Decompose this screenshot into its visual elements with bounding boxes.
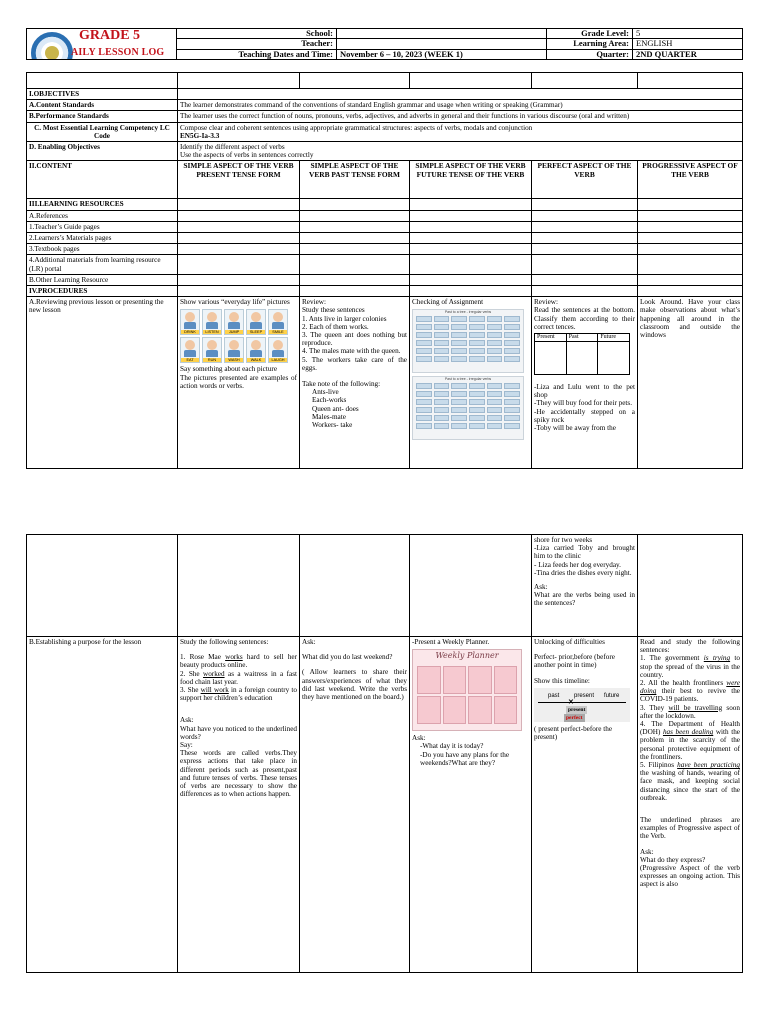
purpose-thu-timeline-intro: Show this timeline: <box>534 676 590 685</box>
purpose-wed-intro: -Present a Weekly Planner. <box>412 638 490 646</box>
review-tue-pair: Males-mate <box>312 412 346 421</box>
timeline-marker-icon: ✕ <box>568 697 574 706</box>
grade-title: GRADE 5 <box>79 28 141 43</box>
other-resource-label: B.Other Learning Resource <box>27 274 178 285</box>
review-mon-note: The pictures presented are examples of action words or verbs. <box>180 373 297 390</box>
content-col-1: SIMPLE ASPECT OF THE VERB PRESENT TENSE FORM <box>178 161 300 199</box>
tense-col-future: Future <box>598 334 630 342</box>
purpose-mon-question: What have you noticed to the underlined words? <box>180 724 297 741</box>
quarter-value: 2ND QUARTER <box>633 49 743 59</box>
review-thu-ask: Ask: <box>534 583 548 592</box>
review-thu-instruction: Read the sentences at the bottom. Classify them according to their correct tences. <box>534 306 635 331</box>
review-label: A.Reviewing previous lesson or presenting the new lesson <box>27 297 178 469</box>
worksheet-title: Past to a tree - irregular verbs <box>444 377 492 382</box>
review-thursday-continued <box>532 535 638 637</box>
tense-col-present: Present <box>535 334 567 342</box>
content-standards-text: The learner demonstrates command of the conventions of standard English grammar and usage when writing or speaking (Grammar) <box>178 100 743 111</box>
teacher-label: Teacher: <box>177 39 337 49</box>
planner-title: Weekly Planner <box>435 651 499 661</box>
purpose-mon-explanation: These words are called verbs.They express actions that take place in different periods such as present,past and future tenses of verbs. These tenses of verbs are necessary to show the differences as to when actions happen. <box>180 749 297 799</box>
purpose-thu-definition: Perfect- prior,before (before another point in time) <box>534 653 615 670</box>
purpose-mon-sentence-2: 2. She worked as a waitress in a fast food chain last year. <box>180 669 297 686</box>
tense-classification-table <box>534 333 630 375</box>
review-tue-sentence: 2. Each of them works. <box>302 322 369 331</box>
review-mon-say: Say something about each picture <box>180 365 278 374</box>
log-title: AILY LESSON LOG <box>71 47 165 58</box>
content-col-5: PROGRESSIVE ASPECT OF THE VERB <box>638 161 743 199</box>
verb-picture: DRINK <box>180 309 200 335</box>
review-tue-note: Take note of the following: <box>302 380 381 389</box>
verb-picture: WALK <box>246 337 266 363</box>
tense-col-past: Past <box>566 334 598 342</box>
textbook-pages-label: 3.Textbook pages <box>27 244 178 255</box>
verb-picture: EAT <box>180 337 200 363</box>
weekly-planner-image <box>412 649 522 731</box>
school-value <box>337 29 547 39</box>
timeline-future-label: future <box>604 692 620 699</box>
verb-picture: LAUGH <box>268 337 288 363</box>
review-thu-sentence: -Tina dries the dishes every night. <box>534 568 632 577</box>
lm-pages-label: 2.Learners’s Materials pages <box>27 233 178 244</box>
review-thu-question: What are the verbs being used in the sentences? <box>534 591 635 608</box>
review-tue-instruction: Study these sentences <box>302 306 365 315</box>
enabling-cell <box>178 142 743 161</box>
timeline-perfect-tag: perfect <box>566 714 583 721</box>
assignment-worksheet-image <box>412 376 524 440</box>
review-tue-sentence: 4. The males mate with the queen. <box>302 347 401 356</box>
timeline-past-label: past <box>548 692 560 699</box>
enabling-label: D. Enabling Objectives <box>27 142 178 161</box>
review-wednesday <box>410 297 532 469</box>
purpose-fri-answer: (Progressive Aspect of the verb expresses an ongoing action. This aspect is also <box>640 864 740 889</box>
content-col-3: SIMPLE ASPECT OF THE VERB FUTURE TENSE OF THE VERB <box>410 161 532 199</box>
purpose-fri-sentence-5: 5. Filipinos have been practicing the washing of hands, wearing of face mask, and keeping social distancing since the start of the outbreak. <box>640 761 740 802</box>
resources-heading: III.LEARNING RESOURCES <box>27 199 178 210</box>
review-thu-sentence: - Liza feeds her dog everyday. <box>534 560 621 569</box>
review-tue-pair: Queen ant- does <box>312 404 359 413</box>
review-wed-heading: Checking of Assignment <box>412 298 484 307</box>
review-mon-intro: Show various “everyday life” pictures <box>180 298 290 307</box>
learning-area-value: ENGLISH <box>633 39 743 49</box>
verb-picture: WASH <box>224 337 244 363</box>
purpose-fri-sentence-3: 3. They will be travelling soon after the lockdown. <box>640 703 740 720</box>
review-monday <box>178 297 300 469</box>
purpose-mon-ask: Ask: <box>180 716 194 725</box>
purpose-wed-question: -What day it is today? <box>420 742 484 751</box>
melc-text: Compose clear and coherent sentences using appropriate grammatical structures: aspects of verbs, modals and conjunction <box>180 123 533 132</box>
procedures-heading: IV.PROCEDURES <box>27 286 178 297</box>
blank-row <box>27 73 743 89</box>
purpose-thu-heading: Unlocking of difficulties <box>534 638 605 646</box>
timeline-present-label: present <box>574 692 595 699</box>
timeline-present-tag: present <box>568 706 586 713</box>
references-label: A.References <box>27 210 178 221</box>
school-label: School: <box>177 29 337 39</box>
verb-picture: SLEEP <box>246 309 266 335</box>
purpose-fri-sentence-4: 4. The Department of Health (DOH) has been dealing with the problem in the scarcity of the personal protective equipment of the frontliners. <box>640 720 740 761</box>
purpose-fri-ask: Ask: <box>640 847 654 856</box>
purpose-monday <box>178 637 300 973</box>
purpose-fri-intro: Read and study the following sentences: <box>640 638 740 655</box>
review-friday: Look Around. Have your class make observations about what’s happening all around in the classroom and outside the windows <box>638 297 743 469</box>
purpose-wednesday <box>410 637 532 973</box>
tg-pages-label: 1.Teacher’s Guide pages <box>27 221 178 232</box>
dates-label: Teaching Dates and Time: <box>177 49 337 59</box>
purpose-mon-intro: Study the following sentences: <box>180 638 269 646</box>
purpose-friday <box>638 637 743 973</box>
purpose-mon-sentence-3: 3. She will work in a foreign country to support her children’s education <box>180 686 298 703</box>
worksheet-title: Past to a tree - irregular verbs <box>444 310 492 315</box>
review-thu-sentence: -He accidentally stepped on a spiky rock <box>534 407 635 424</box>
grade-level-value: 5 <box>633 29 743 39</box>
header-table <box>26 28 743 60</box>
enabling-objective-2: Use the aspects of verbs in sentences correctly <box>180 151 314 160</box>
purpose-fri-note: The underlined phrases are examples of Progressive aspect of the Verb. <box>640 816 740 841</box>
additional-materials-label: 4.Additional materials from learning resource (LR) portal <box>27 255 178 274</box>
teacher-value <box>337 39 547 49</box>
lesson-table <box>26 72 743 469</box>
verb-picture: SMILE <box>268 309 288 335</box>
purpose-tue-ask: Ask: <box>302 638 316 646</box>
review-thursday <box>532 297 638 469</box>
everyday-verbs-pictures <box>180 309 288 363</box>
review-thu-heading: Review: <box>534 298 558 307</box>
logo-cell <box>27 29 177 60</box>
quarter-label: Quarter: <box>547 49 633 59</box>
purpose-mon-say: Say: <box>180 741 193 750</box>
purpose-fri-question: What do they express? <box>640 855 706 864</box>
review-thu-sentence: -Liza carried Toby and brought him to the clinic <box>534 544 635 561</box>
lesson-table-continued <box>26 534 743 973</box>
learning-area-label: Learning Area: <box>547 39 633 49</box>
verb-picture: LISTEN <box>202 309 222 335</box>
purpose-tue-note: ( Allow learners to share their answers/experiences of what they did last weekend. Write the verbs they have mentioned on the board.) <box>302 668 407 702</box>
purpose-thu-note: ( present perfect-before the present) <box>534 724 613 742</box>
purpose-fri-sentence-1: 1. The government is trying to stop the spread of the virus in the country. <box>640 654 741 679</box>
timeline-diagram <box>534 688 630 722</box>
grade-level-label: Grade Level: <box>547 29 633 39</box>
review-thu-sentence: -Toby will be away from the <box>534 424 616 433</box>
review-tue-pair: Each-works <box>312 396 347 405</box>
review-tue-sentence: 5. The workers take care of the eggs. <box>302 355 407 372</box>
verb-picture: JUMP <box>224 309 244 335</box>
review-tue-pair: Ants-live <box>312 388 339 397</box>
performance-standards-label: B.Performance Standards <box>27 111 178 122</box>
dates-value: November 6 – 10, 2023 (WEEK 1) <box>337 49 547 59</box>
assignment-worksheet-image <box>412 309 524 373</box>
review-thu-sentence: -They will buy food for their pets. <box>534 399 633 408</box>
review-tue-sentence: 3. The queen ant does nothing but reproduce. <box>302 331 407 348</box>
objectives-heading: I.OBJECTIVES <box>27 89 178 100</box>
melc-code: EN5G-Ia-3.3 <box>180 131 220 140</box>
melc-cell <box>178 122 743 141</box>
deped-seal-icon <box>31 32 73 60</box>
purpose-thursday <box>532 637 638 973</box>
purpose-wed-ask: Ask: <box>412 734 426 743</box>
review-thu-sentence: shore for two weeks <box>534 536 593 544</box>
purpose-wed-question: -Do you have any plans for the weekends?What are they? <box>420 750 510 767</box>
content-label: II.CONTENT <box>27 161 178 199</box>
review-tue-sentence: 1. Ants live in larger colonies <box>302 314 387 323</box>
purpose-tuesday <box>300 637 410 973</box>
purpose-tue-question: What did you do last weekend? <box>302 653 393 662</box>
content-col-2: SIMPLE ASPECT OF THE VERB PAST TENSE FORM <box>300 161 410 199</box>
content-col-4: PERFECT ASPECT OF THE VERB <box>532 161 638 199</box>
review-tuesday <box>300 297 410 469</box>
purpose-label: B.Establishing a purpose for the lesson <box>27 637 178 973</box>
review-thu-sentence: -Liza and Lulu went to the pet shop <box>534 383 635 400</box>
performance-standards-text: The learner uses the correct function of nouns, pronouns, verbs, adjectives, and adverbs in general and their functions in various discourse (oral and written) <box>178 111 743 122</box>
enabling-objective-1: Identify the different aspect of verbs <box>180 143 285 152</box>
purpose-mon-sentence-1: 1. Rose Mae works hard to sell her beauty products online. <box>180 653 297 670</box>
purpose-fri-sentence-2: 2. All the health frontliners were doing their best to revive the COVID-19 patients. <box>640 679 740 704</box>
content-standards-label: A.Content Standards <box>27 100 178 111</box>
melc-label: C. Most Essential Learning Competency LC Code <box>27 122 178 141</box>
review-tue-pair: Workers- take <box>312 421 353 430</box>
verb-picture: RUN <box>202 337 222 363</box>
review-tue-heading: Review: <box>302 298 326 307</box>
